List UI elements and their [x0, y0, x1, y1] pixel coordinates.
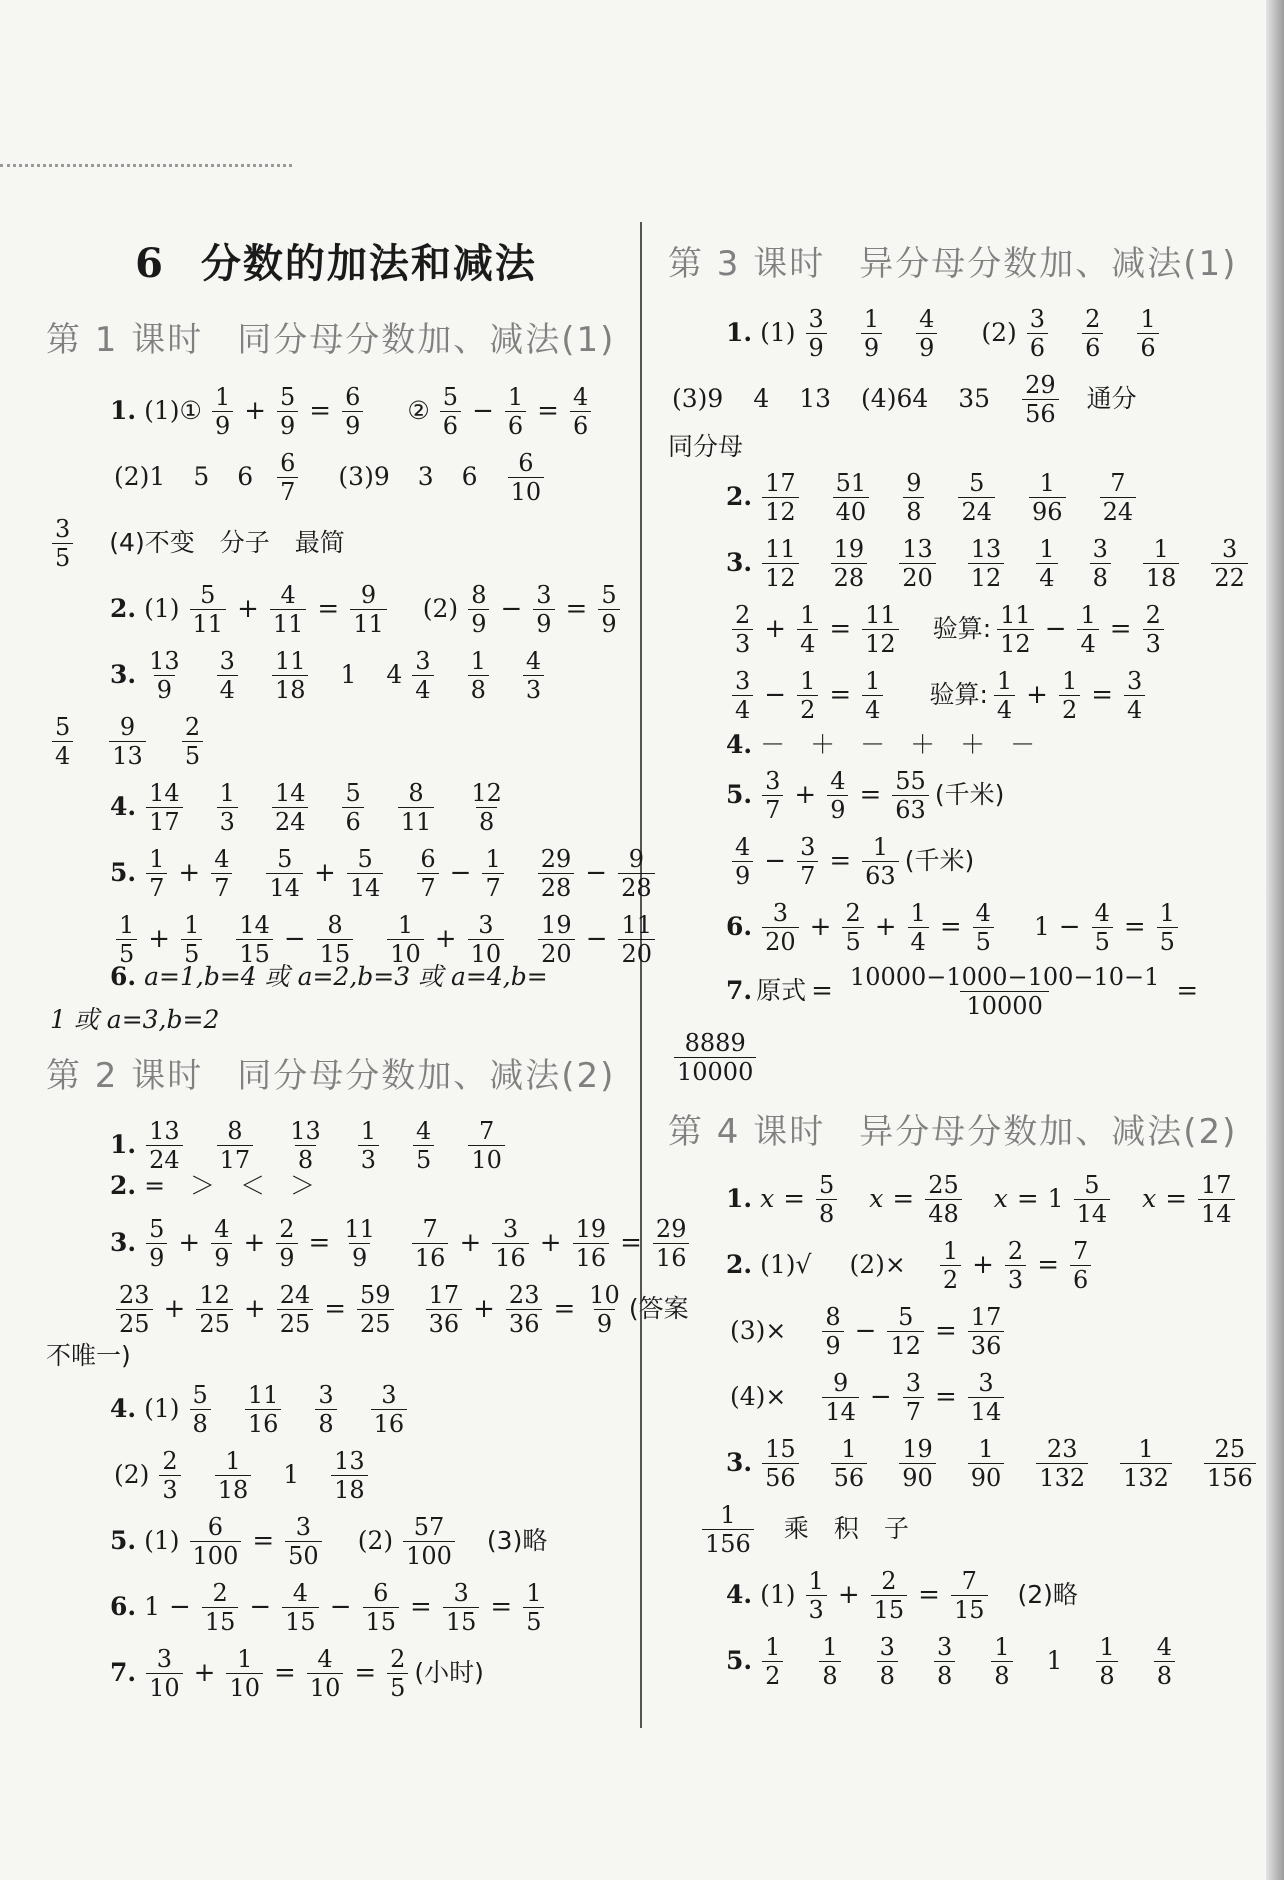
lesson-3-heading	[668, 236, 1237, 285]
answer-line: 4. (1) $\frac{1}{3}$ + $\frac{2}{15}$ = $\frac{7}{15}$ (2)略	[726, 1562, 1078, 1628]
answer-text: (千米)	[904, 846, 975, 875]
answer-line: 2. (1)√ (2)× $\frac{1}{2}$ + $\frac{2}{3}$ = $\frac{7}{6}$	[726, 1232, 1097, 1298]
answer-line: $\frac{23}{25}$ + $\frac{12}{25}$ + $\frac{24}{25}$ = $\frac{59}{25}$ $\frac{17}{36}$ + $\frac{23}{36}$ = $\frac{10}{9}$ (答案	[110, 1276, 689, 1342]
answer-line: $\frac{1}{156}$ 乘 积 子	[696, 1496, 909, 1562]
answer-line: (2) $\frac{2}{3}$ $\frac{1}{18}$ 1 $\frac{13}{18}$	[110, 1442, 374, 1508]
answer-line: 7. $\frac{3}{10}$ + $\frac{1}{10}$ = $\frac{4}{10}$ = $\frac{2}{5}$ (小时)	[110, 1640, 484, 1706]
answer-text: (小时)	[414, 1658, 484, 1687]
answer-text: (千米)	[934, 780, 1005, 809]
answer-text: (3)略	[486, 1526, 548, 1555]
lesson-topic: 同分母分数加、减法(2)	[237, 1056, 616, 1096]
answer-line: $\frac{5}{4}$ $\frac{9}{13}$ $\frac{2}{5}$	[46, 708, 209, 774]
lesson-2-heading	[46, 1048, 615, 1097]
answer-line: 6. 1 − $\frac{2}{15}$ − $\frac{4}{15}$ − $\frac{6}{15}$ = $\frac{3}{15}$ = $\frac{1}{5}$	[110, 1574, 550, 1640]
answer-text: 1 或 a=3,b=2	[50, 1005, 220, 1034]
answer-text: (4)不变 分子 最简	[109, 528, 345, 557]
lesson-topic: 同分母分数加、减法(1)	[237, 320, 616, 360]
answer-text: 验算:	[929, 680, 988, 709]
answer-text: 不唯一)	[46, 1341, 131, 1370]
answer-line: 5. $\frac{1}{7}$ + $\frac{4}{7}$ $\frac{5}{14}$ + $\frac{5}{14}$ $\frac{6}{7}$ − $\frac{1}{7}$ $\frac{29}{28}$ − $\frac{9}{28}$	[110, 840, 661, 906]
answer-line: $\frac{4}{9}$ − $\frac{3}{7}$ = $\frac{1}{63}$ (千米)	[726, 828, 974, 894]
answer-line: $\frac{2}{3}$ + $\frac{1}{4}$ = $\frac{11}{12}$ 验算: $\frac{11}{12}$ − $\frac{1}{4}$ = $\frac{2}{3}$	[726, 596, 1170, 662]
unit-number: 6	[135, 240, 165, 287]
answer-line	[46, 1334, 131, 1378]
lesson-topic: 异分母分数加、减法(2)	[859, 1112, 1238, 1152]
answer-line: 3. $\frac{13}{9}$ $\frac{3}{4}$ $\frac{11}{18}$ 1 4 $\frac{3}{4}$ $\frac{1}{8}$ $\frac{4}{3}$	[110, 642, 550, 708]
answer-line: (2)1 5 6 $\frac{6}{7}$ (3)9 3 6 $\frac{6}{10}$	[110, 444, 550, 510]
answer-line	[46, 998, 223, 1042]
answer-text: a=1,b=4 或 a=2,b=3 或 a=4,b=	[144, 962, 548, 991]
answer-line: 2. = ＞ ＜ ＞	[110, 1164, 319, 1208]
answer-text: － ＋ － ＋ ＋ －	[760, 730, 1036, 759]
answer-line: 2. $\frac{17}{12}$ $\frac{51}{40}$ $\frac{9}{8}$ $\frac{5}{24}$ $\frac{1}{96}$ $\frac{7}{24}$	[726, 464, 1142, 530]
answer-line: 4. $\frac{14}{17}$ $\frac{1}{3}$ $\frac{14}{24}$ $\frac{5}{6}$ $\frac{8}{11}$ $\frac{12}{8}$	[110, 778, 502, 836]
lesson-label: 第 4 课时	[668, 1112, 826, 1152]
answer-line: $\frac{3}{4}$ − $\frac{1}{2}$ = $\frac{1}{4}$ 验算: $\frac{1}{4}$ + $\frac{1}{2}$ = $\frac{3}{4}$	[726, 662, 1151, 728]
answer-text: (2)略	[1017, 1580, 1078, 1609]
answer-text: 通分	[1086, 384, 1137, 413]
answer-line: 1. (1) $\frac{3}{9}$ $\frac{1}{9}$ $\frac{4}{9}$ (2) $\frac{3}{6}$ $\frac{2}{6}$ $\frac{1}{6}$	[726, 300, 1165, 366]
page-edge-shadow	[1266, 0, 1284, 1880]
unit-title	[46, 232, 626, 289]
left-column	[46, 0, 689, 1880]
answer-line: 1. x = $\frac{5}{8}$ x = $\frac{25}{48}$ x = 1 $\frac{5}{14}$ x = $\frac{17}{14}$	[726, 1166, 1241, 1232]
answer-line: 5. $\frac{3}{7}$ + $\frac{4}{9}$ = $\frac{55}{63}$ (千米)	[726, 762, 1004, 828]
answer-line: 4. － ＋ － ＋ ＋ －	[726, 722, 1039, 768]
answer-line: 3. $\frac{15}{56}$ $\frac{1}{56}$ $\frac{19}{90}$ $\frac{1}{90}$ $\frac{23}{132}$ $\frac{1}{132}$ $\frac{25}{156}$	[726, 1430, 1262, 1496]
answer-line: (3)9 4 13 (4)64 35 $\frac{29}{56}$ 通分	[668, 366, 1137, 432]
lesson-label: 第 2 课时	[46, 1056, 204, 1096]
answer-line: 1. $\frac{13}{24}$ $\frac{8}{17}$ $\frac{13}{8}$ $\frac{1}{3}$ $\frac{4}{5}$ $\frac{7}{10}$	[110, 1112, 511, 1178]
lesson-4-heading	[668, 1104, 1237, 1153]
answer-line: (3)× $\frac{8}{9}$ − $\frac{5}{12}$ = $\frac{17}{36}$	[726, 1298, 1010, 1364]
answer-line: 5. $\frac{1}{2}$ $\frac{1}{8}$ $\frac{3}{8}$ $\frac{3}{8}$ $\frac{1}{8}$ 1 $\frac{1}{8}$ $\frac{4}{8}$	[726, 1628, 1181, 1694]
answer-text: 乘 积 子	[783, 1514, 909, 1543]
unit-name: 分数的加法和减法	[200, 240, 537, 287]
answer-line: $\frac{3}{5}$ (4)不变 分子 最简	[46, 510, 345, 576]
answer-line: $\frac{1}{5}$ + $\frac{1}{5}$ $\frac{14}{15}$ − $\frac{8}{15}$ $\frac{1}{10}$ + $\frac{3}{10}$ $\frac{19}{20}$ − $\frac{11}{20}$	[110, 906, 661, 972]
answer-text: 同分母	[668, 432, 744, 461]
answer-line: 1. (1)① $\frac{1}{9}$ + $\frac{5}{9}$ = $\frac{6}{9}$ ② $\frac{5}{6}$ − $\frac{1}{6}$ = $\frac{4}{6}$	[110, 378, 597, 444]
answer-line: 3. $\frac{11}{12}$ $\frac{19}{28}$ $\frac{13}{20}$ $\frac{13}{12}$ $\frac{1}{4}$ $\frac{3}{8}$ $\frac{1}{18}$ $\frac{3}{22}$	[726, 530, 1254, 596]
answer-line: $\frac{8889}{10000}$	[668, 1024, 762, 1090]
answer-line: (4)× $\frac{9}{14}$ − $\frac{3}{7}$ = $\frac{3}{14}$	[726, 1364, 1010, 1430]
right-column	[668, 0, 1253, 1880]
answer-line: 5. (1) $\frac{6}{100}$ = $\frac{3}{50}$ (2) $\frac{57}{100}$ (3)略	[110, 1508, 547, 1574]
answer-text: 验算:	[932, 614, 992, 643]
lesson-label: 第 1 课时	[46, 320, 204, 360]
lesson-label: 第 3 课时	[668, 244, 826, 284]
answer-line: 4. (1) $\frac{5}{8}$ $\frac{11}{16}$ $\frac{3}{8}$ $\frac{3}{16}$	[110, 1376, 413, 1442]
answer-line: 6. a=1,b=4 或 a=2,b=3 或 a=4,b=	[110, 954, 552, 1000]
answer-text: 原式	[756, 976, 807, 1005]
answer-line: 3. $\frac{5}{9}$ + $\frac{4}{9}$ + $\frac{2}{9}$ = $\frac{11}{9}$ $\frac{7}{16}$ + $\frac{3}{16}$ + $\frac{19}{16}$ = $\frac{29}{16}$	[110, 1210, 695, 1276]
answer-text: = ＞ ＜ ＞	[144, 1171, 316, 1200]
column-divider	[640, 222, 642, 1728]
answer-text: (答案	[628, 1294, 689, 1323]
answer-line: 2. (1) $\frac{5}{11}$ + $\frac{4}{11}$ = $\frac{9}{11}$ (2) $\frac{8}{9}$ − $\frac{3}{9}$ = $\frac{5}{9}$	[110, 576, 626, 642]
lesson-1-heading	[46, 312, 615, 361]
lesson-topic: 异分母分数加、减法(1)	[859, 244, 1238, 284]
answer-line: 7. 原式 = $\frac{10000-1000-100-10-1}{10000}$ =	[726, 958, 1203, 1024]
answer-line: 6. $\frac{3}{20}$ + $\frac{2}{5}$ + $\frac{1}{4}$ = $\frac{4}{5}$ 1 − $\frac{4}{5}$ = $\frac{1}{5}$	[726, 894, 1184, 960]
